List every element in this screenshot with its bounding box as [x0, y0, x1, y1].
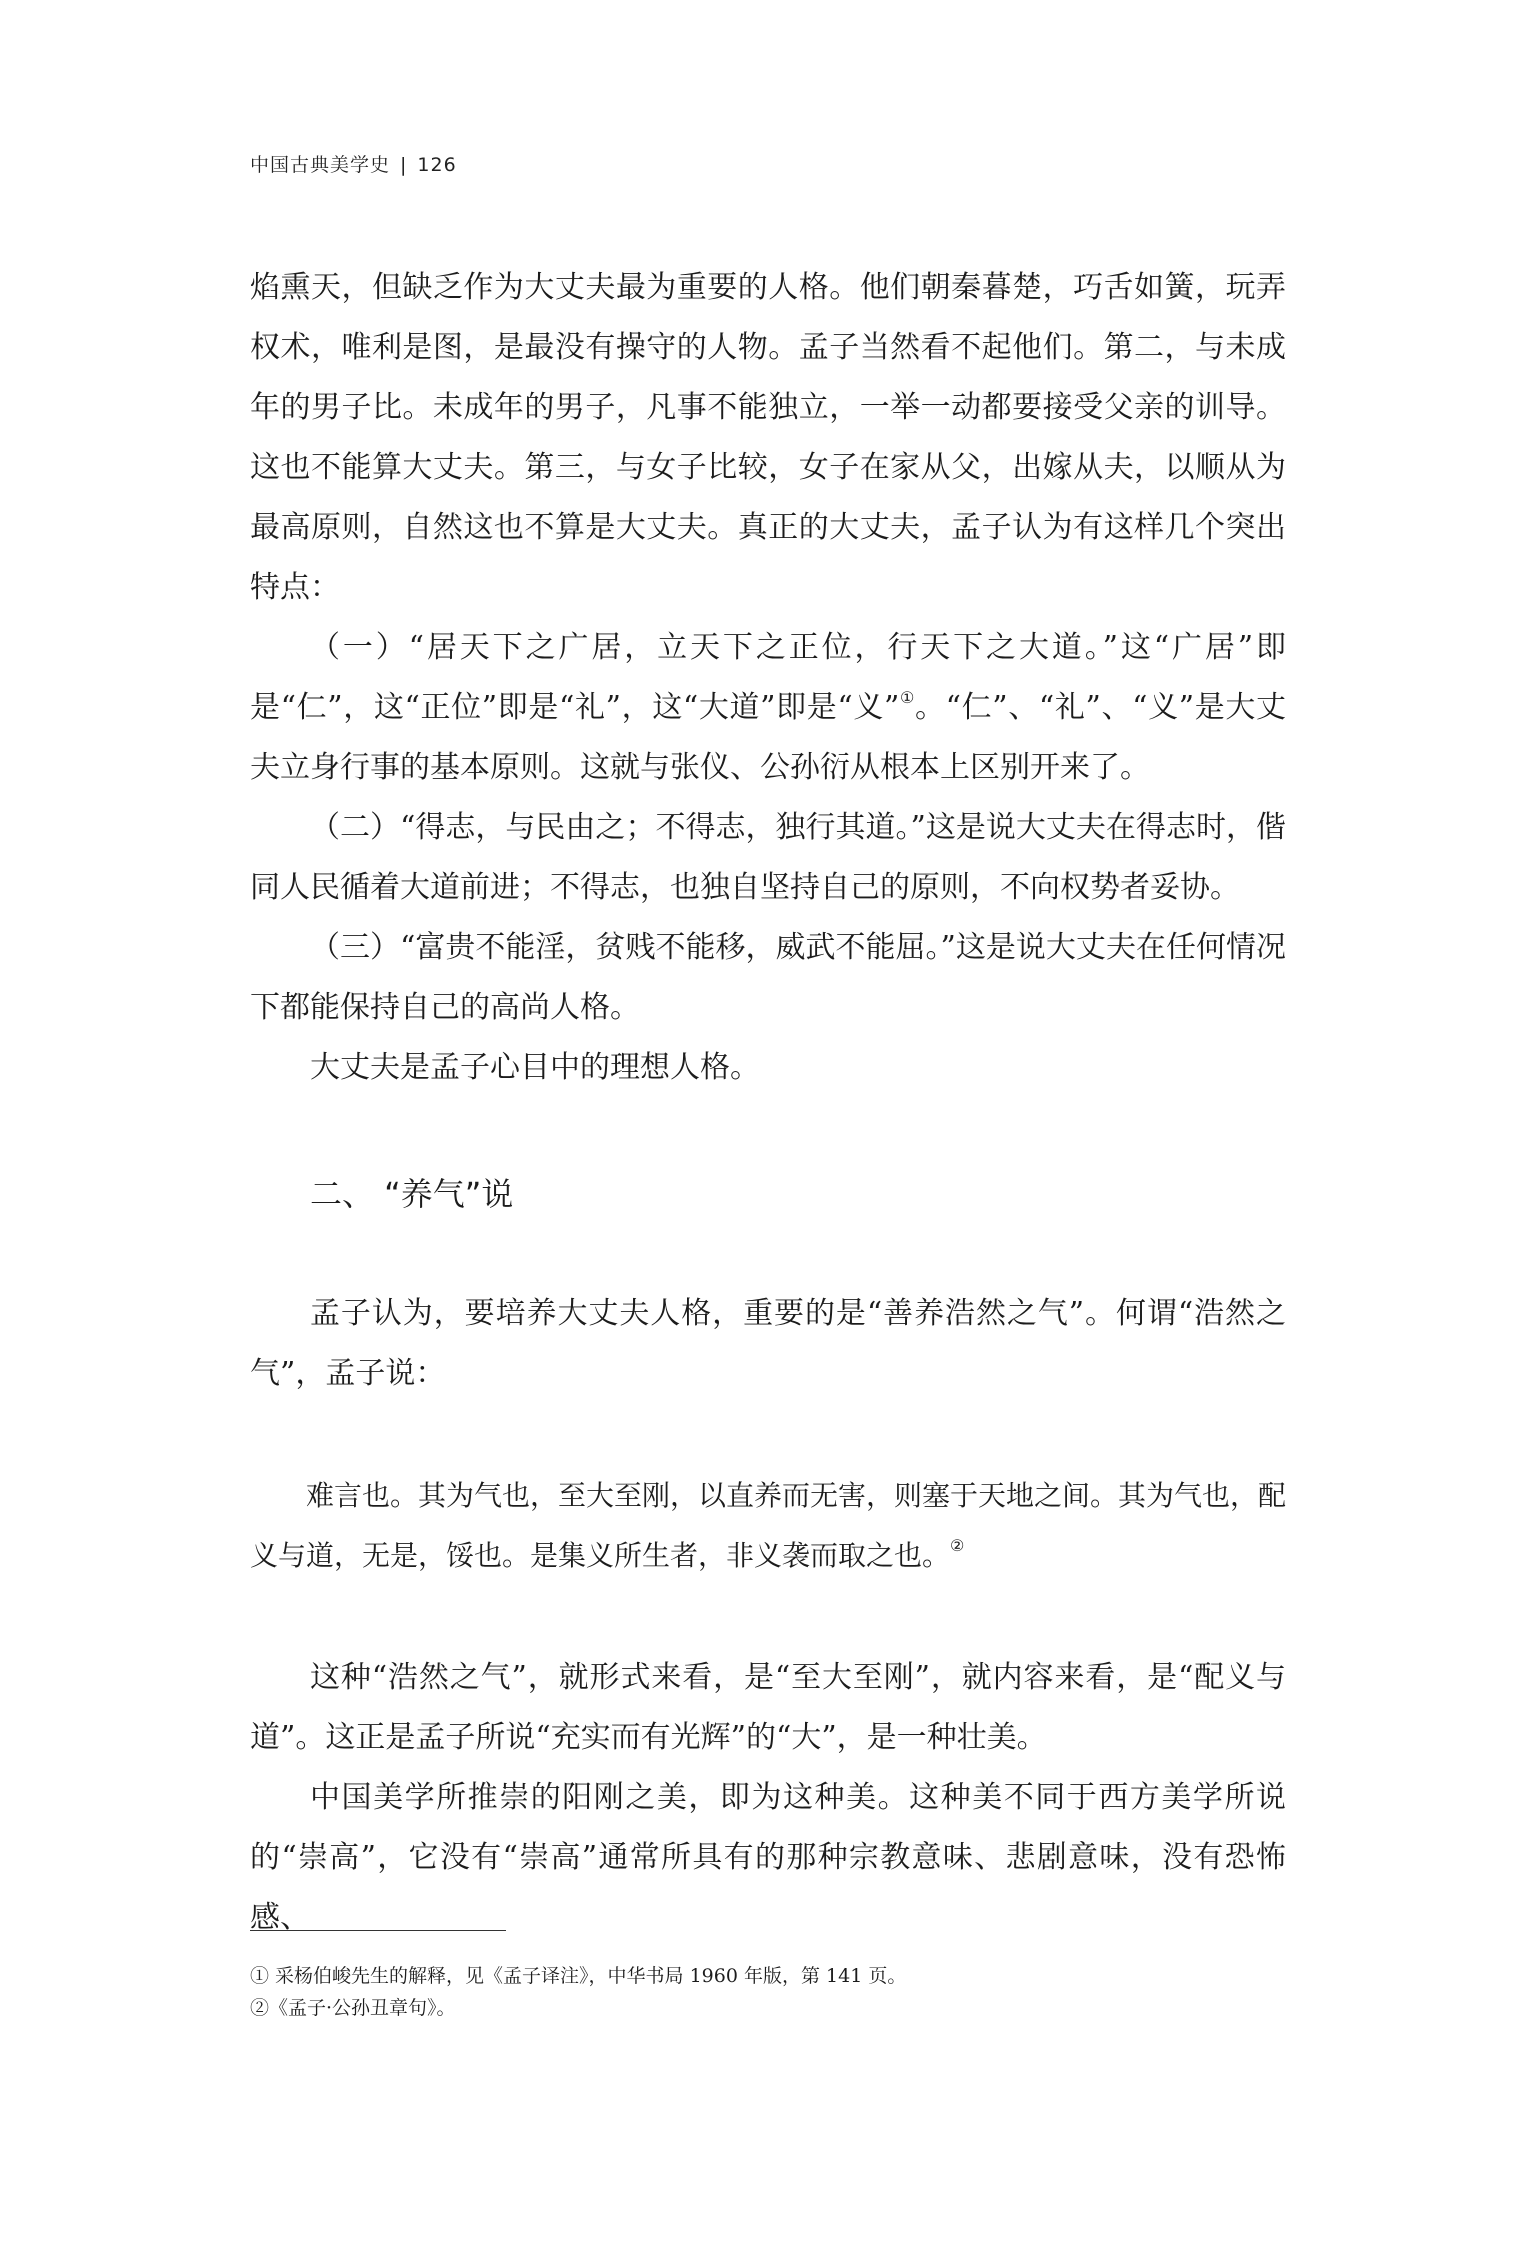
page-number: 126: [417, 154, 457, 176]
paragraph-6: 孟子认为，要培养大丈夫人格，重要的是“善养浩然之气”。何谓“浩然之气”，孟子说：: [250, 1296, 1286, 1391]
paragraph-3: （二）“得志，与民由之；不得志，独行其道。”这是说大丈夫在得志时，偕同人民循着大道前进；不得志，也独自坚持自己的原则，不向权势者妥协。: [250, 810, 1286, 905]
book-title: 中国古典美学史: [250, 154, 391, 176]
footnotes: [250, 1960, 1286, 2024]
paragraph-1: 焰熏天，但缺乏作为大丈夫最为重要的人格。他们朝秦暮楚，巧舌如簧，玩弄权术，唯利是图，是最没有操守的人物。孟子当然看不起他们。第二，与未成年的男子比。未成年的男子，凡事不能独立，一举一动都要接受父亲的训导。这也不能算大丈夫。第三，与女子比较，女子在家从父，出嫁从夫，以顺从为最高原则，自然这也不算是大丈夫。真正的大丈夫，孟子认为有这样几个突出特点：: [250, 270, 1286, 605]
section-heading: 二、 “养气”说: [310, 1175, 514, 1213]
paragraph-2: [250, 618, 1286, 798]
footnote-2: ②《孟子·公孙丑章句》。: [250, 1997, 456, 2019]
paragraph-4: （三）“富贵不能淫，贫贱不能移，威武不能屈。”这是说大丈夫在任何情况下都能保持自己的高尚人格。: [250, 930, 1286, 1025]
footnote-1: ① 采杨伯峻先生的解释，见《孟子译注》，中华书局 1960 年版，第 141 页。: [250, 1965, 907, 1987]
paragraph-7: 这种“浩然之气”，就形式来看，是“至大至刚”，就内容来看，是“配义与道”。这正是孟子所说“充实而有光辉”的“大”，是一种壮美。: [250, 1660, 1286, 1755]
paragraph-2-part-a: （一）“居天下之广居，立天下之正位，行天下之大道。”这“广居”即是“仁”，这“正位”即是“礼”，这“大道”即是“义”: [250, 630, 1286, 725]
paragraph-8: 中国美学所推崇的阳刚之美，即为这种美。这种美不同于西方美学所说的“崇高”，它没有“崇高”通常所具有的那种宗教意味、悲剧意味，没有恐怖感、: [250, 1780, 1286, 1935]
running-header: [250, 150, 457, 177]
footnote-ref-1: ①: [899, 688, 915, 707]
header-separator: |: [400, 154, 408, 176]
footnote-ref-2: ②: [950, 1536, 965, 1555]
block-quote: [250, 1466, 1286, 1586]
footnote-divider: [250, 1930, 506, 1931]
quote-body: 难言也。其为气也，至大至刚，以直养而无害，则塞于天地之间。其为气也，配义与道，无是，馁也。是集义所生者，非义袭而取之也。: [250, 1479, 1287, 1572]
paragraph-2-part-b: 。“仁”、“礼”、“义”是大丈夫立身行事的基本原则。这就与张仪、公孙衍从根本上区别开来了。: [250, 690, 1286, 785]
block-quote-text: [250, 1466, 1286, 1586]
paragraph-5: 大丈夫是孟子心目中的理想人格。: [310, 1050, 760, 1085]
page-body: [250, 258, 1286, 1948]
